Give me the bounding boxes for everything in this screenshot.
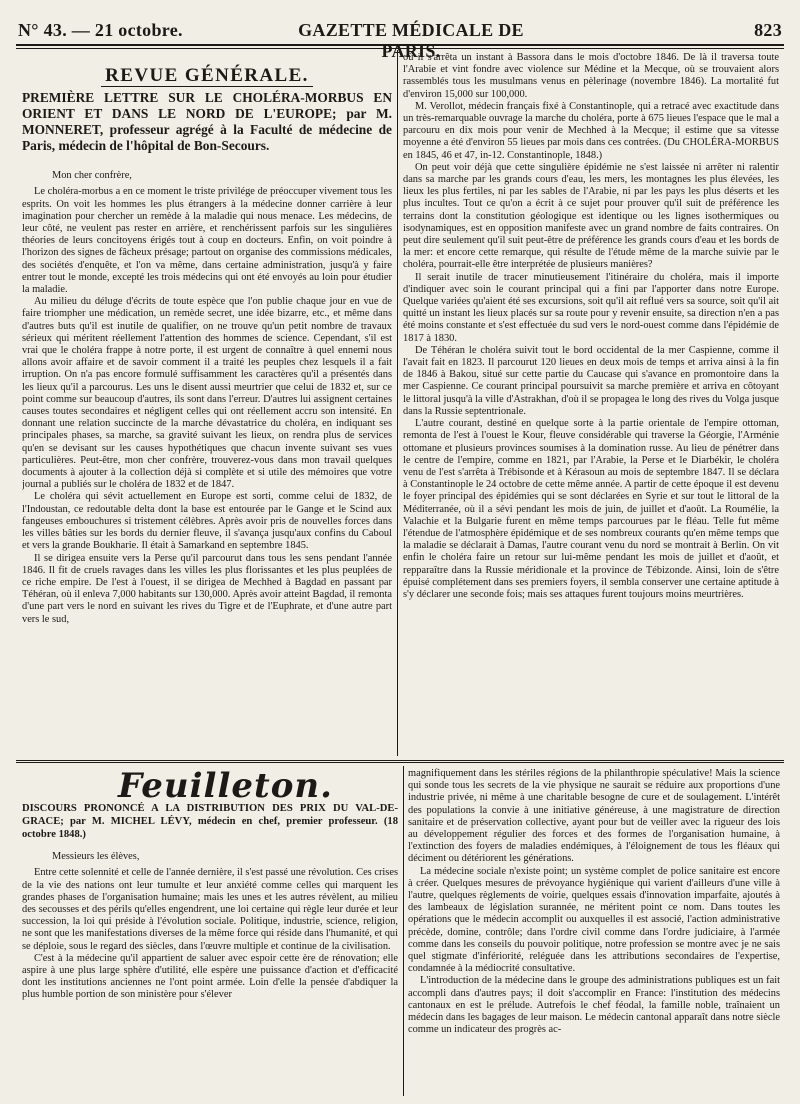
paragraph: On peut voir déjà que cette singulière épidémie ne s'est laissée ni arrêter ni ralentir dans sa marche par les grands cours d'eau, les mers, les montagnes les plus élevées, les lieux les plus fertiles, ni par les sables de l'Arabie, ni par les pays les plus déserts et les plus incultes. Tout ce qu'on a écrit à ce sujet pour prouver qu'il suit de préférence les terrains dont la constitution géologique est identique ou les lignes isothermiques ou isodynamiques, est en opposition manifeste avec un grand nombre de faits contraires. On peut dire seulement qu'il suit peut-être de préférence les grands cours d'eau et les bords de la mer: et encore cette remarque, qui résulte de l'étude même de la marche suivie par le choléra, pourrait-elle être interprétée de plusieurs manières? <box>403 161 779 271</box>
feuilleton-heading: Feuilleton. <box>118 768 333 806</box>
paragraph: L'introduction de la médecine dans le groupe des administrations publiques est un fait accompli dans d'autres pays; il doit s'accomplir en France: l'institution des médecins cantonaux en est le prélude. Autrefois le chef féodal, la famille noble, traînaient un médecin dans les bagages de leur maison. Le médecin cantonal apparaît dans notre siècle comme un indicateur des progrès ac- <box>408 975 780 1036</box>
paragraph: Il serait inutile de tracer minutieusement l'itinéraire du choléra, mais il importe d'indiquer avec soin le courant principal qui a fini par l'apporter dans notre Europe. Quelque variées qu'aient été ses excursions, soit qu'il ait reflué vers sa source, soit qu'il ait quitté un instant les lieux placés sur sa route pour y revenir ensuite, sa direction n'en a pas été moins constante et s'est effectuée du sud vers le nord-ouest comme dans l'épidémie de 1817 à 1830. <box>403 271 779 344</box>
column-right-bottom <box>408 768 780 1098</box>
paragraph: La médecine sociale n'existe point; un système complet de police sanitaire est encore à créer. Quelques mesures de prévoyance hygiénique qui varient d'ailleurs d'une ville à l'autre, quelques règlements de voirie, quelques essais d'innovation imparfaite, ajoutés à des lambeaux de législation surannée, ne méritent point ce nom. Dans toutes les opérations que le médecin accomplit ou auxquelles il est associé, l'action administrative précède, domine, contrôle; dans l'ordre civil comme dans l'ordre judiciaire, à l'armée comme dans les conseils du pouvoir politique, notre profession se montre avec je ne sais quel stigmate d'infériorité, reléguée dans les attributions secondaires de l'expertise, condamnée à la médiocrité consultative. <box>408 865 780 975</box>
salutation: Messieurs les élèves, <box>52 851 140 863</box>
column-left-bottom <box>22 768 398 1098</box>
paragraph: C'est à la médecine qu'il appartient de saluer avec espoir cette ère de rénovation; elle aspire à une plus large sphère d'utilité, elle espère une puissance d'action et d'efficacité dont les institutions anciennes ne l'ont point armée. Loin d'elle la pensée d'abdiquer la plus humble portion de son ministère pour s'élever <box>22 952 398 1001</box>
salutation: Mon cher confrère, <box>52 170 132 182</box>
paragraph: De Téhéran le choléra suivit tout le bord occidental de la mer Caspienne, comme il l'avait fait en 1823. Il parcourut 120 lieues en deux mois de temps et arriva ainsi à la fin de 1846 à Bakou, situé sur cette partie du Caucase qui s'avance en promontoire dans la mer Caspienne. Ce courant principal poursuivit sa marche première et arriva en côtoyant le littoral jusqu'à la ville d'Astrakhan, d'où il se propagea le long des rives du Volga jusque dans la Russie septentrionale. <box>403 344 779 417</box>
column-left-top <box>22 52 392 756</box>
header-rule-thin <box>16 48 784 49</box>
page-header <box>16 16 784 61</box>
paragraph: où il s'arrêta un instant à Bassora dans le mois d'octobre 1846. De là il traversa toute l'Arabie et vint fondre avec violence sur Médine et la Mecque, où se trouvaient alors rassemblés tous les musulmans venus en pèlerinage (novembre 1846). La mortalité fut d'environ 15,000 sur 100,000. <box>403 52 779 100</box>
paragraph: Le choléra qui sévit actuellement en Europe est sorti, comme celui de 1832, de l'Indoustan, ce redoutable delta dont la base est entourée par le Gange et le Scind aux fangeuses embouchures si tristement célèbres. Après avoir pris de nouvelles forces dans les villes bâties sur les bords du dernier fleuve, il s'avança jusqu'aux confins du Caboul et vers la grande Boukharie. Il était à Samarkand en septembre 1845. <box>22 491 392 552</box>
article-title: PREMIÈRE LETTRE SUR LE CHOLÉRA-MORBUS EN ORIENT ET DANS LE NORD DE L'EUROPE; par M. MONNERET, professeur agrégé à la Faculté de médecine de Paris, médecin de l'hôpital de Bon-Secours. <box>22 90 392 154</box>
feuilleton-divider <box>16 760 784 763</box>
header-rule <box>16 44 784 46</box>
paragraph: Entre cette solennité et celle de l'année dernière, il s'est passé une révolution. Ces crises de la vie des nations ont leur tumulte et leur anxiété comme celles qui marquent les grandes phases de l'organisation humaine; mais les unes et les autres révèlent, au milieu des secousses et des périls qu'elles engendrent, une loi certaine qui règle leur durée et leur succession, la loi qui préside à l'évolution sociale. Politique, industrie, science, religion, ne sont que les manifestations diverses de la même force qui réside dans l'humanité, et qui se déploie, sous le regard des siècles, dans l'œuvre multiple et continue de la civilisation. <box>22 867 398 952</box>
paragraph: Le choléra-morbus a en ce moment le triste privilége de préoccuper vivement tous les esprits. On voit les hommes les plus étrangers à la médecine donner carrière à leur imagination pour chercher un remède à la maladie qui nous menace. Les médecins, de leur côté, ne veulent pas rester en arrière, et renchérissent parfois sur les singulières théories de leurs concitoyens érigés tout à coup en docteurs. Enfin, on voit poindre à l'horizon des signes de fâcheux présage; partout on organise des commissions médicales, des sociétés d'enquête, et l'on va même, dans certaine administration, jusqu'à y faire entrer tout le monde, excepté les trois médecins qui ont été envoyés au loin pour étudier la maladie. <box>22 186 392 296</box>
page-number: 823 <box>754 20 782 40</box>
paragraph: magnifiquement dans les stériles régions de la philanthropie spéculative! Mais la science qui sonde tous les secrets de la vie physique ne saurait se réduire aux proportions d'une industrie privée, ni même à une charitable besogne de cure et de soulagement. L'intérêt des populations la convie à une initiative généreuse, à une magistrature de direction sanitaire et de préservation collective, ayant pour but de veiller avec la rigueur des lois au développement régulier des forces et des formes de l'organisation humaine, à l'extinction des foyers de maladies endémiques, à l'éloignement de tous les fléaux qui déciment ou détériorent les générations. <box>408 768 780 865</box>
section-title: REVUE GÉNÉRALE. <box>22 70 392 82</box>
speech-title: DISCOURS PRONONCÉ A LA DISTRIBUTION DES PRIX DU VAL-DE-GRACE; par M. MICHEL LÉVY, médecin en chef, premier professeur. (18 octobre 1848.) <box>22 803 398 841</box>
column-right-top <box>403 52 779 756</box>
paragraph: Au milieu du déluge d'écrits de toute espèce que l'on publie chaque jour en vue de faire triompher une médication, un remède secret, une idée bizarre, etc., et même dans d'autres buts qu'il est inutile de qualifier, on ne trouve qu'un petit nombre de travaux sérieux qui méritent réellement l'attention des hommes de science. Cependant, s'il est vrai que le choléra frappe à notre porte, il est urgent de connaître à quel ennemi nous allons avoir affaire et de savoir comment il a traité les peuples chez lesquels il a fait irruption. On n'a pas encore formulé suffisamment les caractères qu'il a présentés dans les lieux qu'il a parcourus. Les uns le disent aussi meurtrier que celui de 1832 et, sur ce point comme sur beaucoup d'autres, ils sont dans l'erreur. D'autres lui assignent certaines causes toutes secondaires et négligent celles qui ont réellement accru son intensité. En donnant une relation succincte de la marche dévastatrice du choléra, en indiquant ses principales phases, sa marche, sa gravité suivant les lieux, on rendra plus de services qu'en se devisant sur les causes hypothétiques que chacun invente suivant ses vues particulières. Peut-être, mon cher confrère, trouverez-vous dans mon travail quelques documents à ajouter à la collection déjà si complète et si utile des mémoires que votre journal a publiés sur le choléra de 1832 et de 1847. <box>22 296 392 491</box>
issue-number: N° 43. — 21 octobre. <box>18 20 183 40</box>
column-divider-bottom <box>403 766 404 1096</box>
paragraph: M. Verollot, médecin français fixé à Constantinople, qui a retracé avec exactitude dans un très-remarquable ouvrage la marche du choléra, porte à 675 lieues l'espace que le mal a parcouru en dix mois pour venir de Mechhed à la Mecque; il estime que sa vitesse moyenne a été d'environ 55 lieues par mois dans ces contrées. (Du CHOLÉRA-MORBUS en 1845, 46 et 47, in-12. Constantinople, 1848.) <box>403 100 779 161</box>
paragraph: L'autre courant, destiné en quelque sorte à la partie orientale de l'empire ottoman, remonta de l'est à l'ouest le Kour, fleuve considérable qui traverse la Géorgie, l'Arménie ottomane et plusieurs provinces soumises à la domination russe. Au lieu de pénétrer dans le centre de l'empire, comme en 1821, par l'Arabie, la Perse et le Diarbékir, le choléra venu de l'est s'arrêta à Trébisonde et à Kérasoun au mois de septembre 1847. Il se déclara à Constantinople le 24 octobre de cette même année. A partir de cette époque il est devenu le foyer principal des épidémies qui se sont déclarées en Syrie et sur tout le littoral de la Méditerranée, où il a sévi pendant les mois de juin, de juillet et d'août. La Roumélie, la Valachie et la Bulgarie furent en même temps parcourues par le fléau. Telle fut même l'étendue de l'atmosphère épidémique et de ses nombreux courants qu'en même temps que la maladie se déclarait à Damas, l'autre courant venu du nord se montrait à Berlin. On vit enfin le choléra faire un retour sur lui-même pendant les mois de juillet et d'août, et repparaître dans la Russie méridionale et la province de Tébizonde. Ainsi, loin de s'être épuisé complétement dans ses premiers foyers, il sembla conserver une certaine aptitude à s'y déclarer une seconde fois; mais ses attaques furent toujours moins meurtrières. <box>403 418 779 600</box>
paragraph: Il se dirigea ensuite vers la Perse qu'il parcourut dans tous les sens pendant l'année 1846. Il fit de cruels ravages dans les villes les plus florissantes et les plus peuplées de ce riche empire. De l'est à l'ouest, il se dirigea de Mechhed à Bagdad en passant par Téhéran, où il enleva 7,000 habitants sur 130,000. Après avoir atteint Bagdad, il remonta d'une part vers le nord en suivant les rives du Tigre et de l'Euphrate, et d'une autre part vers le sud, <box>22 552 392 625</box>
column-divider-top <box>397 50 398 756</box>
journal-title: GAZETTE MÉDICALE DE PARIS. <box>298 20 524 61</box>
